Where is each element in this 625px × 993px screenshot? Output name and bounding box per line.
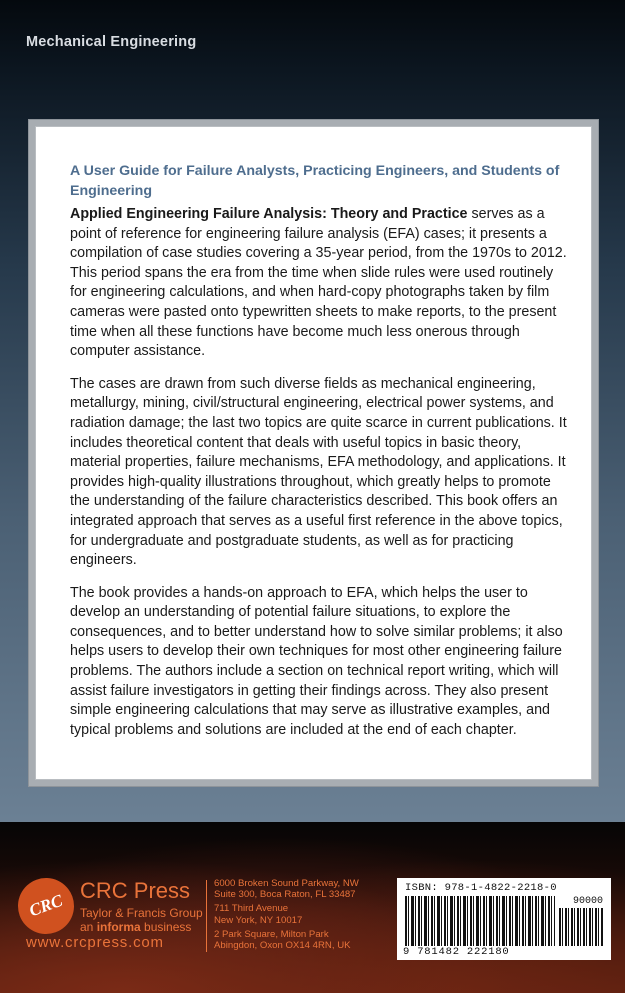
paragraph-3: The book provides a hands-on approach to EFA, which helps the user to develop an understanding of potential failure situations, to explore the consequences, and to better understand how to solve similar problems; it also helps users to develop their own techniques for most other engineering failure problems. The authors include a section on technical report writing, which will assist failure investigators in getting their findings across. They also present simple engineering calculations that may serve as illustrative examples, and typical problems and solutions are included at the end of each chapter. — [70, 584, 563, 738]
paragraph-2: The cases are drawn from such diverse fields as mechanical engineering, metallurgy, mining, civil/structural engineering, electrical power systems, and radiation damage; the last two topics are quite scarce in current publications. It includes theoretical content that deals with useful topics in basic theory, material properties, failure mechanisms, EFA methodology, and applications. It provides high-quality illustrations throughout, which greatly helps to promote the understanding of the failure characteristics described. This book offers an integrated approach that serves as a useful first reference in the above topics, for undergraduate and postgraduate students, as well as for practicing engineers. — [70, 375, 567, 569]
address-us-line2: Suite 300, Boca Raton, FL 33487 — [214, 889, 356, 901]
address-ny-line2: New York, NY 10017 — [214, 914, 303, 926]
crc-logo-icon: CRC — [10, 870, 82, 942]
description-panel — [29, 120, 598, 786]
series-category: Mechanical Engineering — [26, 34, 197, 50]
barcode-box — [397, 878, 611, 960]
publisher-website-link[interactable]: www.crcpress.com — [26, 934, 164, 951]
publisher-footer — [0, 822, 625, 993]
informa-business — [80, 920, 191, 934]
headline: A User Guide for Failure Analysts, Practicing Engineers, and Students of Engineering — [70, 163, 560, 199]
informa-suffix: business — [140, 920, 192, 934]
informa-name: informa — [96, 920, 141, 934]
address-ny-line1: 711 Third Avenue — [214, 903, 289, 915]
description-panel-inner — [35, 126, 592, 780]
isbn-text: ISBN: 978-1-4822-2218-0 — [405, 882, 557, 894]
paragraph-1 — [70, 205, 567, 362]
price-code: 90000 — [572, 896, 603, 907]
publisher-group: Taylor & Francis Group — [80, 906, 203, 920]
address-divider — [206, 880, 207, 952]
address-uk-line2: Abingdon, Oxon OX14 4RN, UK — [214, 940, 351, 952]
address-uk-line1: 2 Park Square, Milton Park — [214, 928, 329, 940]
barcode-icon — [405, 896, 555, 946]
address-us-line1: 6000 Broken Sound Parkway, NW — [214, 878, 359, 889]
publisher-name: CRC Press — [80, 878, 191, 903]
publisher-addresses — [214, 878, 359, 951]
informa-prefix: an — [80, 920, 97, 934]
price-barcode-icon — [559, 908, 603, 946]
ean-digits: 9 781482 222180 — [403, 946, 510, 958]
book-title: Applied Engineering Failure Analysis: Theory and Practice — [70, 206, 468, 222]
paragraph-1-text: serves as a point of reference for engineering failure analysis (EFA) cases; it presents a compilation of case studies covering a 35-year period, from the 1970s to 2012. This period spans the era from the time when slide rules were used routinely for engineering calculations, and when hard-copy photographs taken by film cameras were pasted onto typewritten sheets to make reports, to the present time when all these functions have become much less onerous through computer assistance. — [70, 206, 567, 360]
